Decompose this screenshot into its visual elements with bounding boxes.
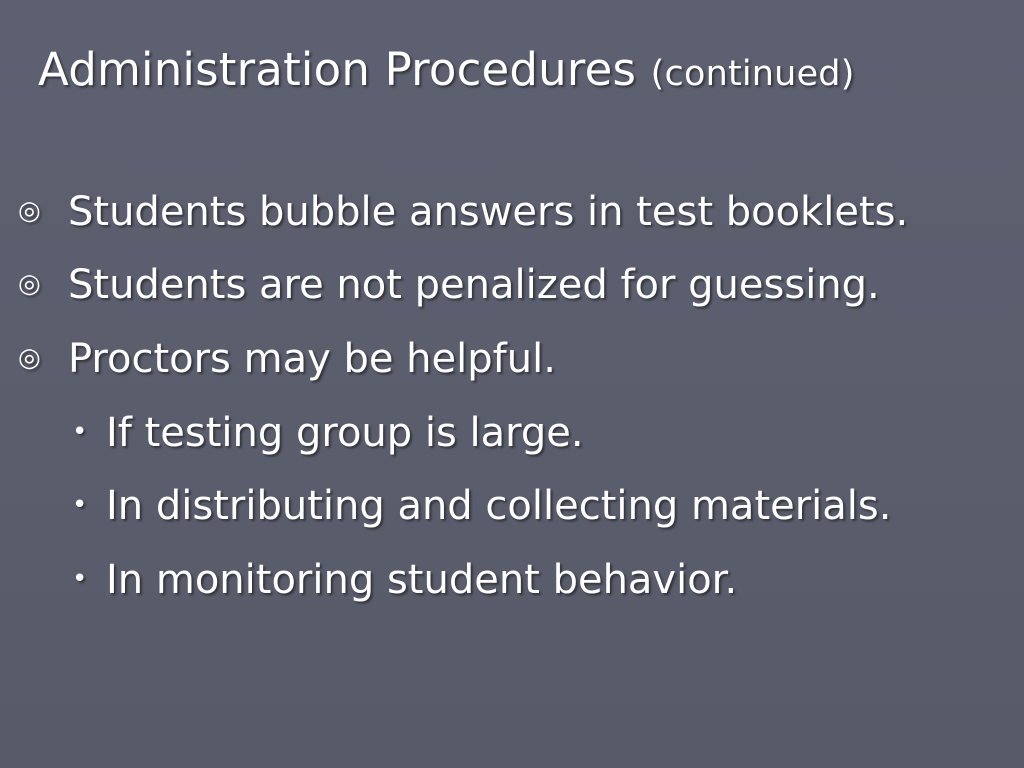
bullet-dot-icon: • [72,564,88,594]
sub-bullet-item [72,477,891,534]
bullet-item [18,256,880,313]
bullet-text: Proctors may be helpful. [68,336,556,382]
title-main: Administration Procedures [38,43,637,96]
bullet-text: Students bubble answers in test booklets. [68,189,909,235]
sub-bullet-item [72,551,737,608]
bullet-text: Students are not penalized for guessing. [68,262,880,308]
bullet-circle-icon: ◎ [18,196,41,226]
title-suffix: (continued) [650,54,855,94]
bullet-dot-icon: • [72,490,88,520]
bullet-item [18,183,908,240]
sub-bullet-item [72,404,584,461]
sub-bullet-text: In distributing and collecting materials. [106,483,892,529]
bullet-circle-icon: ◎ [18,343,41,373]
sub-bullet-text: In monitoring student behavior. [106,557,738,603]
bullet-circle-icon: ◎ [18,269,41,299]
bullet-item [18,330,556,387]
bullet-dot-icon: • [72,417,88,447]
sub-bullet-text: If testing group is large. [106,410,584,456]
